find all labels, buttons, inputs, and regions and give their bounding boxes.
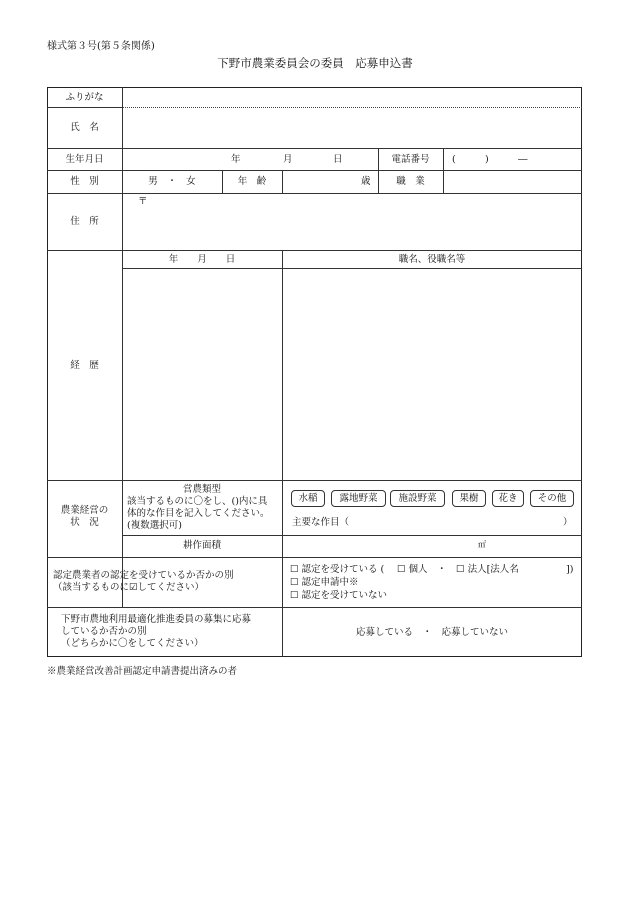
farm-type-title: 営農類型 xyxy=(182,484,221,495)
phone-open-paren: ( xyxy=(452,154,456,165)
career-position-header: 職名、役職名等 xyxy=(398,254,466,265)
farm-type-instructions: 該当するものに〇をし、()内に具 体的な作目を記入してください。 (複数選択可) xyxy=(127,496,270,531)
crop-option-rice[interactable]: 水稲 xyxy=(291,490,325,507)
career-position-field[interactable] xyxy=(283,269,581,480)
row-divider xyxy=(47,557,582,558)
furigana-field[interactable] xyxy=(123,88,581,107)
main-crop-close-paren: ） xyxy=(563,517,573,528)
crop-option-open-field-vegetables[interactable]: 露地野菜 xyxy=(331,490,386,507)
certified-option-certified[interactable]: ☐ 認定を受けている ( xyxy=(290,564,385,575)
occupation-field[interactable] xyxy=(444,171,581,193)
phone-field[interactable] xyxy=(444,149,581,170)
name-label: 氏 名 xyxy=(70,122,99,133)
phone-dash: ― xyxy=(518,154,528,165)
certified-option-not-certified[interactable]: ☐ 認定を受けていない xyxy=(290,590,388,601)
career-label: 経 歴 xyxy=(70,360,99,371)
furigana-label: ふりがな xyxy=(65,92,104,103)
area-unit: ㎡ xyxy=(478,540,486,549)
crop-option-other[interactable]: その他 xyxy=(530,490,574,507)
birth-day-unit: 日 xyxy=(333,154,343,165)
committee-answer[interactable]: 応募している ・ 応募していない xyxy=(355,627,508,638)
age-label: 年 齢 xyxy=(237,176,267,187)
form-title: 下野市農業委員会の委員 応募申込書 xyxy=(217,56,413,70)
main-crop-label: 主要な作目（ xyxy=(292,517,350,528)
birth-month-unit: 月 xyxy=(283,154,293,165)
address-field[interactable] xyxy=(123,194,581,250)
crop-option-flowers[interactable]: 花き xyxy=(492,490,524,507)
age-unit: 歳 xyxy=(361,176,371,187)
row-divider xyxy=(47,250,582,251)
corporation-name-field[interactable] xyxy=(530,562,566,576)
main-crop-field[interactable] xyxy=(360,514,560,530)
address-label: 住 所 xyxy=(70,216,99,227)
gender-options[interactable]: 男 ・ 女 xyxy=(148,176,196,187)
cultivated-area-field[interactable] xyxy=(283,536,581,557)
phone-close-paren: ) xyxy=(485,154,489,165)
birth-year-unit: 年 xyxy=(231,154,241,165)
career-date-header: 年 月 日 xyxy=(168,254,236,265)
occupation-label: 職 業 xyxy=(396,176,425,187)
career-date-field[interactable] xyxy=(123,269,281,480)
phone-label: 電話番号 xyxy=(391,154,430,165)
certified-farmer-question: 認定農業者の認定を受けているか否かの別 （該当するものに☑してください） xyxy=(53,570,234,593)
certified-option-applying[interactable]: ☐ 認定申請中※ xyxy=(290,577,359,588)
postal-mark: 〒 xyxy=(138,196,148,207)
row-divider xyxy=(47,607,582,608)
gender-label: 性 別 xyxy=(70,176,99,187)
farm-status-label: 農業経営の 状 況 xyxy=(60,505,109,528)
certified-option-close: ]) xyxy=(566,564,574,575)
crop-option-fruit-trees[interactable]: 果樹 xyxy=(452,490,486,507)
name-field[interactable] xyxy=(123,108,581,148)
row-divider xyxy=(47,107,122,108)
certified-entity-options[interactable]: ☐ 個人 ・ ☐ 法人[法人名 xyxy=(397,564,519,575)
footnote: ※農業経営改善計画認定申請書提出済みの者 xyxy=(47,666,238,677)
crop-option-greenhouse-vegetables[interactable]: 施設野菜 xyxy=(390,490,445,507)
form-number: 様式第３号(第５条関係) xyxy=(47,41,155,52)
cultivated-area-label: 耕作面積 xyxy=(182,540,221,551)
committee-question: 下野市農地利用最適化推進委員の募集に応募 しているか否かの別 （どちらかに〇をしてください） xyxy=(61,614,252,649)
column-divider xyxy=(282,557,283,657)
birthdate-label: 生年月日 xyxy=(65,154,104,165)
row-divider xyxy=(47,480,582,481)
